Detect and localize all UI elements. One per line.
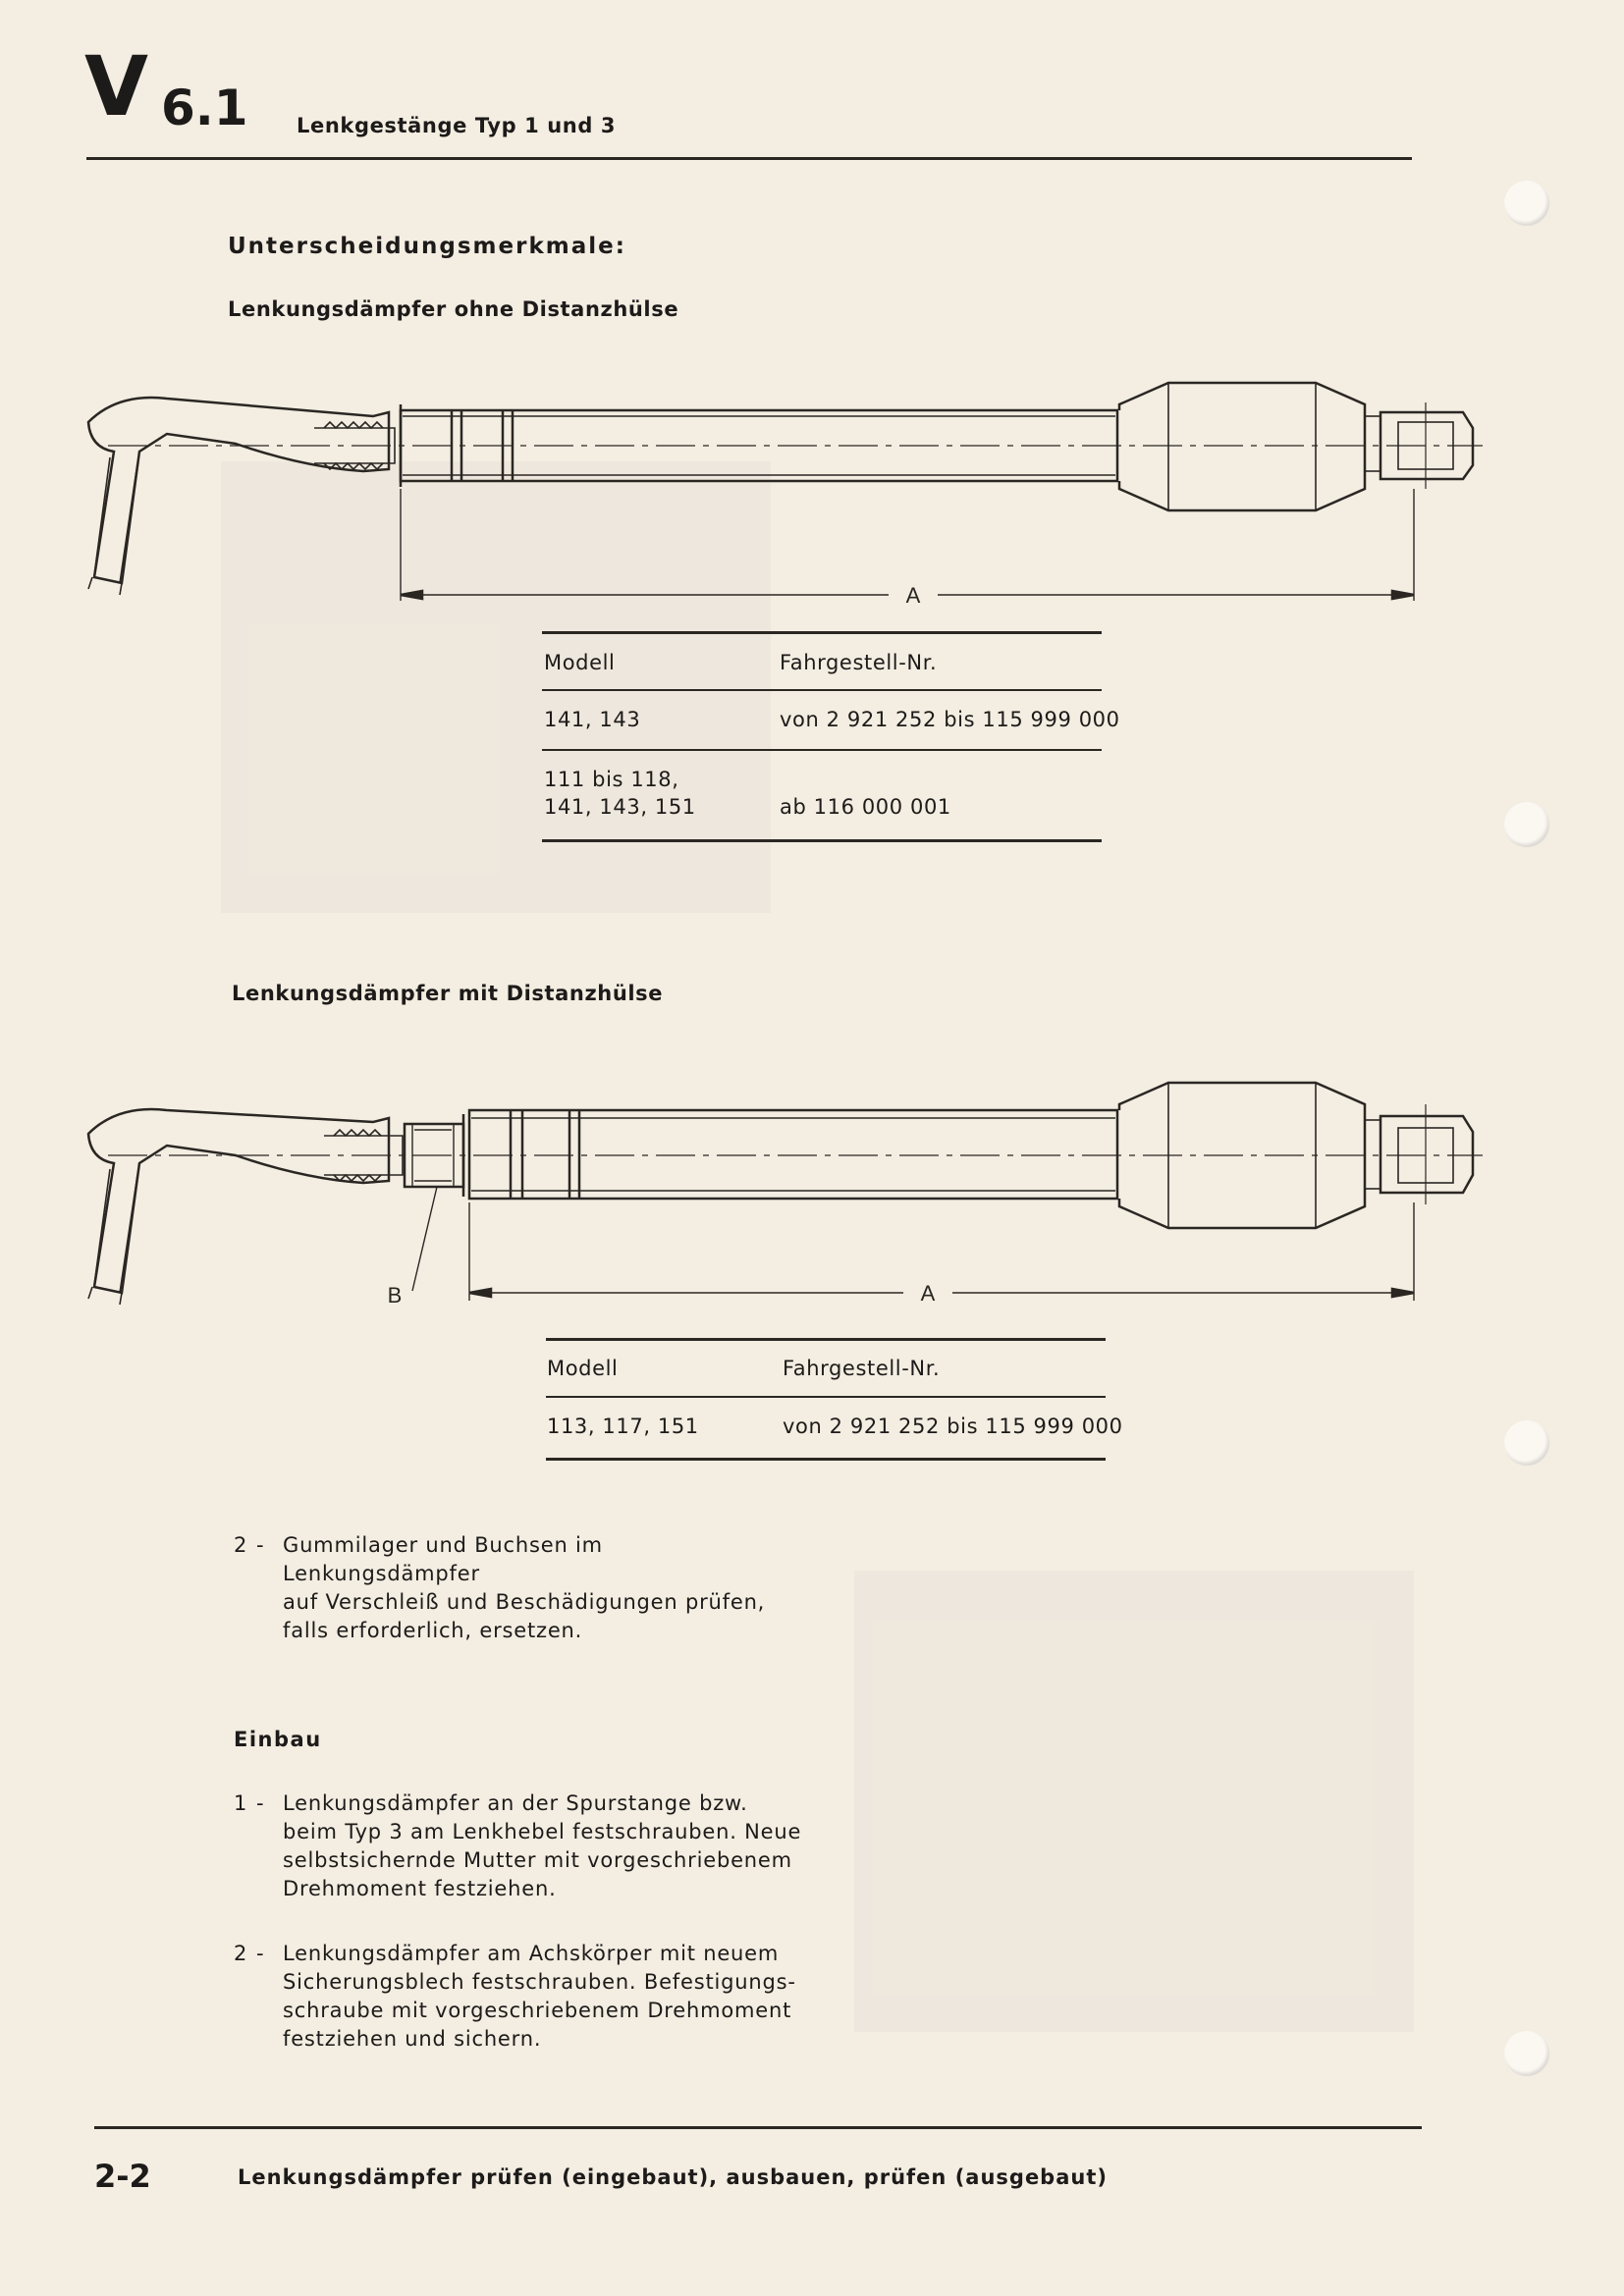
step-text [283,1531,803,1645]
table-header-chassis: Fahrgestell-Nr. [780,651,938,674]
step-line: Gummilager und Buchsen im Lenkungsdämpfer [283,1533,603,1585]
step-line: auf Verschleiß und Beschädigungen prüfen, [283,1590,766,1614]
table-rule [542,631,1102,634]
section-subheading: Lenkungsdämpfer mit Distanzhülse [232,982,664,1005]
table-cell-chassis: von 2 921 252 bis 115 999 000 [783,1415,1123,1438]
section-subheading: Lenkungsdämpfer ohne Distanzhülse [228,297,679,321]
table-cell-model: 111 bis 118, [544,768,679,791]
section-code-letter: V [84,38,149,134]
step-number: 2 [234,1942,248,1965]
table-rule [546,1458,1106,1461]
page-number: 2-2 [94,2158,151,2195]
step-number: 2 [234,1533,248,1557]
page-title: Lenkgestänge Typ 1 und 3 [297,114,617,137]
step-text [283,1789,803,1903]
table-rule [542,689,1102,691]
background-shade [854,1571,1414,2032]
table-header-model: Modell [547,1357,619,1380]
table-header-model: Modell [544,651,616,674]
steering-damper-drawing [49,373,1483,609]
table-rule [542,749,1102,751]
table-cell-model: 141, 143, 151 [544,795,696,819]
step-dash: - [256,1791,265,1815]
table-rule [542,839,1102,842]
table-header-chassis: Fahrgestell-Nr. [783,1357,941,1380]
step-line: Lenkungsdämpfer an der Spurstange bzw. [283,1791,748,1815]
step-line: falls erforderlich, ersetzen. [283,1619,583,1642]
binder-hole [1504,2031,1549,2076]
header-rule [86,157,1412,160]
step-line: Drehmoment festziehen. [283,1877,557,1900]
step-text [283,1940,803,2054]
section-heading: Unterscheidungsmerkmale: [228,234,626,259]
dimension-label-a: A [905,583,921,608]
step-line: selbstsichernde Mutter mit vorgeschriebenem [283,1848,792,1872]
table-rule [546,1338,1106,1341]
step-line: beim Typ 3 am Lenkhebel festschrauben. Neue [283,1820,802,1843]
footer-rule [94,2126,1422,2129]
section-code-number: 6.1 [161,80,248,136]
step-line: Lenkungsdämpfer am Achskörper mit neuem [283,1942,780,1965]
table-cell-model: 113, 117, 151 [547,1415,699,1438]
step-number: 1 [234,1791,248,1815]
table-cell-model: 141, 143 [544,708,641,731]
step-dash: - [256,1533,265,1557]
step-line: schraube mit vorgeschriebenem Drehmoment [283,1999,792,2022]
dimension-label-a: A [920,1281,936,1306]
steering-damper-spacer-drawing [49,1065,1483,1310]
table-cell-chassis: von 2 921 252 bis 115 999 000 [780,708,1120,731]
binder-hole [1504,802,1549,847]
step-line: festziehen und sichern. [283,2027,542,2051]
table-cell-chassis: ab 116 000 001 [780,795,951,819]
step-line: Sicherungsblech festschrauben. Befestigungs- [283,1970,796,1994]
binder-hole [1504,1420,1549,1466]
dimension-label-b: B [387,1283,403,1308]
einbau-heading: Einbau [234,1728,322,1751]
binder-hole [1504,181,1549,226]
footer-title: Lenkungsdämpfer prüfen (eingebaut), ausbauen, prüfen (ausgebaut) [238,2165,1108,2189]
step-dash: - [256,1942,265,1965]
table-rule [546,1396,1106,1398]
